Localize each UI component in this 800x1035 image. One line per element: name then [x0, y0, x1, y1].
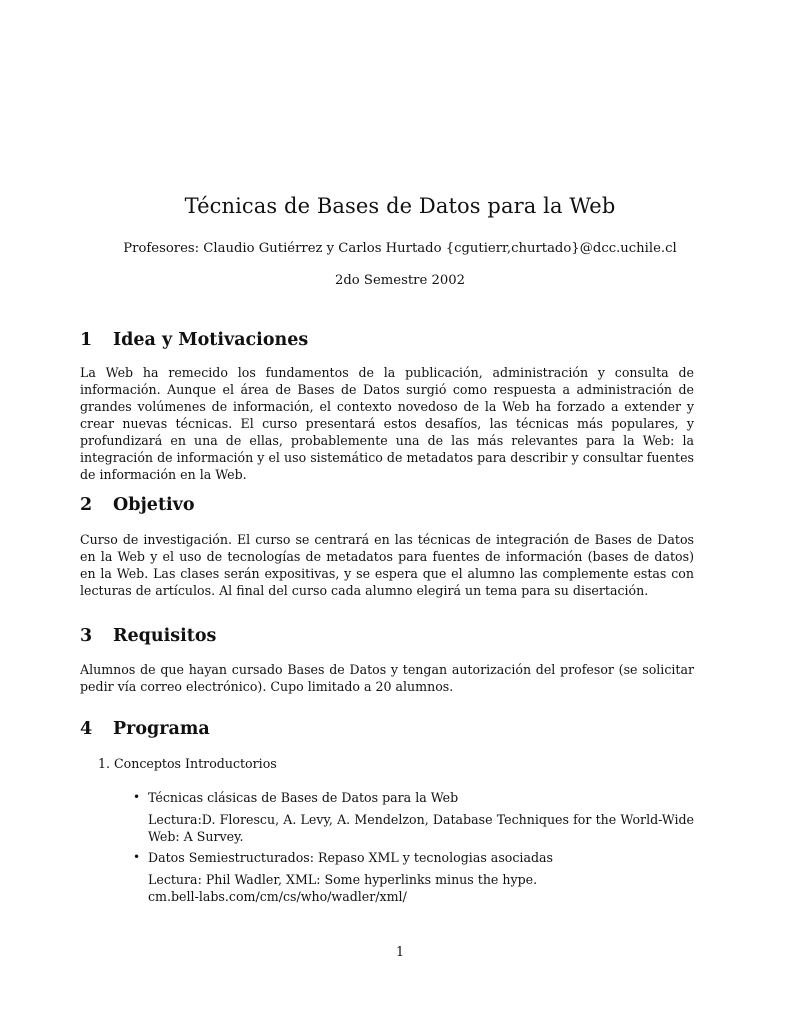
- section-title-text: Idea y Motivaciones: [113, 330, 309, 350]
- section-paragraph-idea: La Web ha remecido los fundamentos de la publicación, administración y consulta de información. Aunque el área de Bases de Datos surgió como respuesta a administración de grandes volúmenes de información, el contexto novedoso de la Web ha forzado a extender y crear nuevas técnicas. El curso presentará estos desafíos, las técnicas más populares, y profundizará en una de ellas, probablemente una de las más relevantes para la Web: la integración de información y el uso sistemático de metadatos para describir y consultar fuentes de información en la Web.: [80, 365, 694, 482]
- section-paragraph-objetivo: Curso de investigación. El curso se centrará en las técnicas de integración de Bases de Datos en la Web y el uso de tecnologías de metadatos para fuentes de información (bases de datos) en la Web. Las clases serán expositivas, y se espera que el alumno las complemente estas con lecturas de artículos. Al final del curso cada alumno elegirá un tema para su disertación.: [80, 532, 694, 598]
- bullet-label: Datos Semiestructurados: Repaso XML y tecnologias asociadas: [148, 850, 553, 865]
- document-authors: Profesores: Claudio Gutiérrez y Carlos Hurtado {cgutierr,churtado}@dcc.uchile.cl: [123, 241, 677, 256]
- reading-reference: Lectura:D. Florescu, A. Levy, A. Mendelzon, Database Techniques for the World-Wide Web: A Survey.: [148, 812, 694, 844]
- section-number: 3: [80, 626, 93, 646]
- page-number: 1: [395, 944, 404, 959]
- reading-url: cm.bell-labs.com/cm/cs/who/wadler/xml/: [148, 889, 407, 904]
- document-semester: 2do Semestre 2002: [334, 273, 466, 288]
- section-title-text: Objetivo: [113, 495, 195, 515]
- bullet-item-tecnicas: [133, 789, 694, 845]
- bullet-label: Técnicas clásicas de Bases de Datos para la Web: [148, 790, 459, 805]
- section-number: 4: [80, 719, 93, 739]
- bullet-icon: •: [133, 790, 141, 804]
- section-heading-programa: [80, 717, 210, 741]
- section-number: 2: [80, 495, 93, 515]
- section-paragraph-requisitos: Alumnos de que hayan cursado Bases de Datos y tengan autorización del profesor (se solicitar pedir vía correo electrónico). Cupo limitado a 20 alumnos.: [80, 662, 694, 694]
- section-heading-requisitos: [80, 624, 216, 648]
- section-number: 1: [80, 330, 93, 350]
- bullet-item-semiestructurados: [133, 849, 694, 905]
- document-title: Técnicas de Bases de Datos para la Web: [184, 194, 616, 218]
- section-title-text: Programa: [113, 719, 210, 739]
- section-title-text: Requisitos: [113, 626, 217, 646]
- reading-reference: Lectura: Phil Wadler, XML: Some hyperlinks minus the hype.: [148, 872, 538, 887]
- bullet-icon: •: [133, 850, 141, 864]
- section-heading-idea: [80, 328, 308, 352]
- list-item-conceptos: 1. Conceptos Introductorios: [98, 756, 277, 771]
- section-heading-objetivo: [80, 493, 195, 517]
